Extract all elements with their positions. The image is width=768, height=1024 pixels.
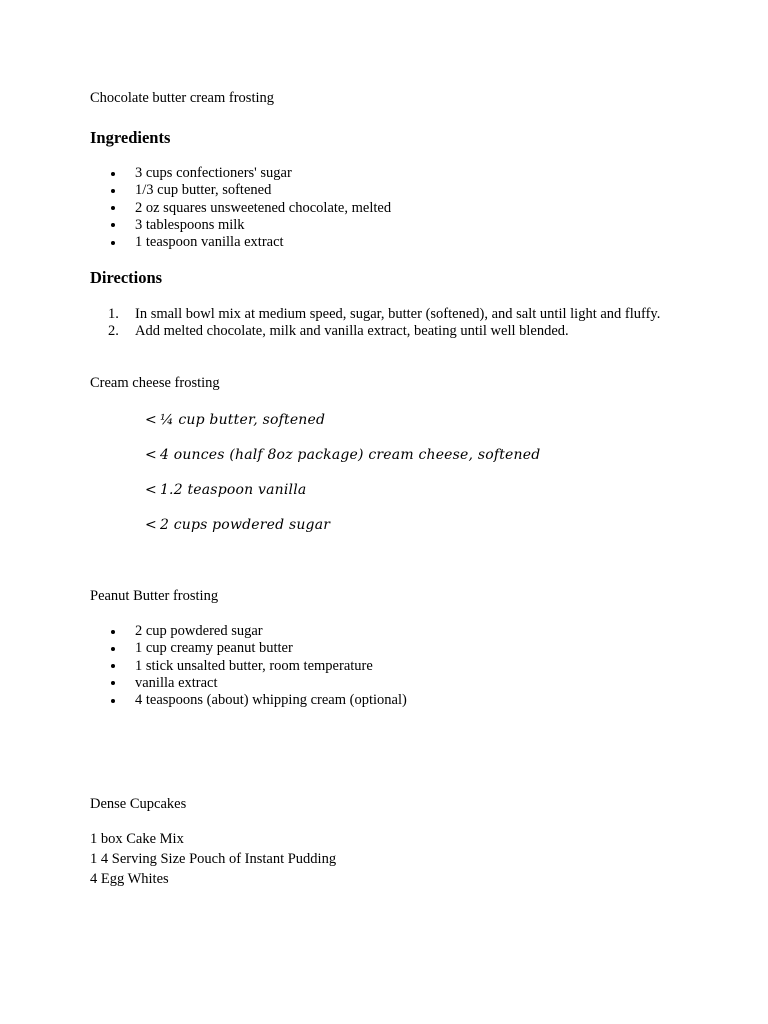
ingredient-text: 1 teaspoon vanilla extract <box>135 234 284 251</box>
cream-cheese-item <box>145 412 325 429</box>
arrow-mark-icon: < <box>145 412 157 428</box>
arrow-mark-icon: < <box>145 517 157 533</box>
list-item <box>90 217 391 234</box>
bullet-icon <box>111 630 115 634</box>
list-item <box>90 306 690 323</box>
arrow-mark-icon: < <box>145 482 157 498</box>
bullet-icon <box>111 189 115 193</box>
ingredient-text: 3 cups confectioners' sugar <box>135 165 292 181</box>
ingredient-text: vanilla extract <box>135 674 218 691</box>
cream-cheese-item-text: 4 ounces (half 8oz package) cream cheese, softened <box>159 447 541 463</box>
cupcake-ingredient-line: 4 Egg Whites <box>90 871 169 887</box>
list-item <box>90 323 690 340</box>
cream-cheese-item-text: ¼ cup butter, softened <box>159 412 326 428</box>
ingredient-text: 3 tablespoons milk <box>135 216 245 233</box>
bullet-icon <box>111 664 115 668</box>
bullet-icon <box>111 647 115 651</box>
list-item <box>90 658 407 675</box>
list-item <box>90 692 407 709</box>
ingredient-text: 1 stick unsalted butter, room temperature <box>135 657 373 674</box>
cupcake-ingredient-line: 1 4 Serving Size Pouch of Instant Pudding <box>90 851 337 867</box>
bullet-icon <box>111 223 115 227</box>
ingredient-text: 2 oz squares unsweetened chocolate, melted <box>135 199 392 216</box>
ingredient-text: 2 cup powdered sugar <box>135 623 263 639</box>
ingredient-text: 4 teaspoons (about) whipping cream (optional) <box>135 692 407 709</box>
step-number: 2. <box>108 323 119 339</box>
directions-heading: Directions <box>90 268 163 287</box>
list-item <box>90 675 407 692</box>
chocolate-directions-list <box>90 306 690 340</box>
cream-cheese-item <box>145 447 540 464</box>
list-item <box>90 234 391 251</box>
step-text: In small bowl mix at medium speed, sugar, butter (softened), and salt until light and fluffy. <box>135 306 661 322</box>
bullet-icon <box>111 241 115 245</box>
bullet-icon <box>111 206 115 210</box>
ingredients-heading: Ingredients <box>90 128 171 147</box>
chocolate-frosting-title: Chocolate butter cream frosting <box>90 90 275 106</box>
peanut-butter-ingredients-list <box>90 623 407 709</box>
cream-cheese-item <box>145 482 306 499</box>
step-number: 1. <box>108 306 119 322</box>
bullet-icon <box>111 172 115 176</box>
ingredient-text: 1 cup creamy peanut butter <box>135 640 293 657</box>
ingredient-text: 1/3 cup butter, softened <box>135 182 272 199</box>
arrow-mark-icon: < <box>145 447 157 463</box>
chocolate-ingredients-list <box>90 165 391 251</box>
dense-cupcakes-title: Dense Cupcakes <box>90 796 187 812</box>
list-item <box>90 623 407 640</box>
peanut-butter-frosting-title: Peanut Butter frosting <box>90 588 219 604</box>
cream-cheese-item <box>145 517 330 534</box>
cream-cheese-item-text: 2 cups powdered sugar <box>159 517 331 533</box>
list-item <box>90 200 391 217</box>
step-text: Add melted chocolate, milk and vanilla extract, beating until well blended. <box>135 323 569 339</box>
cream-cheese-item-text: 1.2 teaspoon vanilla <box>159 482 307 498</box>
bullet-icon <box>111 681 115 685</box>
bullet-icon <box>111 699 115 703</box>
list-item <box>90 640 407 657</box>
list-item <box>90 165 391 182</box>
cream-cheese-frosting-title: Cream cheese frosting <box>90 375 220 391</box>
list-item <box>90 182 391 199</box>
cupcake-ingredient-line: 1 box Cake Mix <box>90 831 184 847</box>
